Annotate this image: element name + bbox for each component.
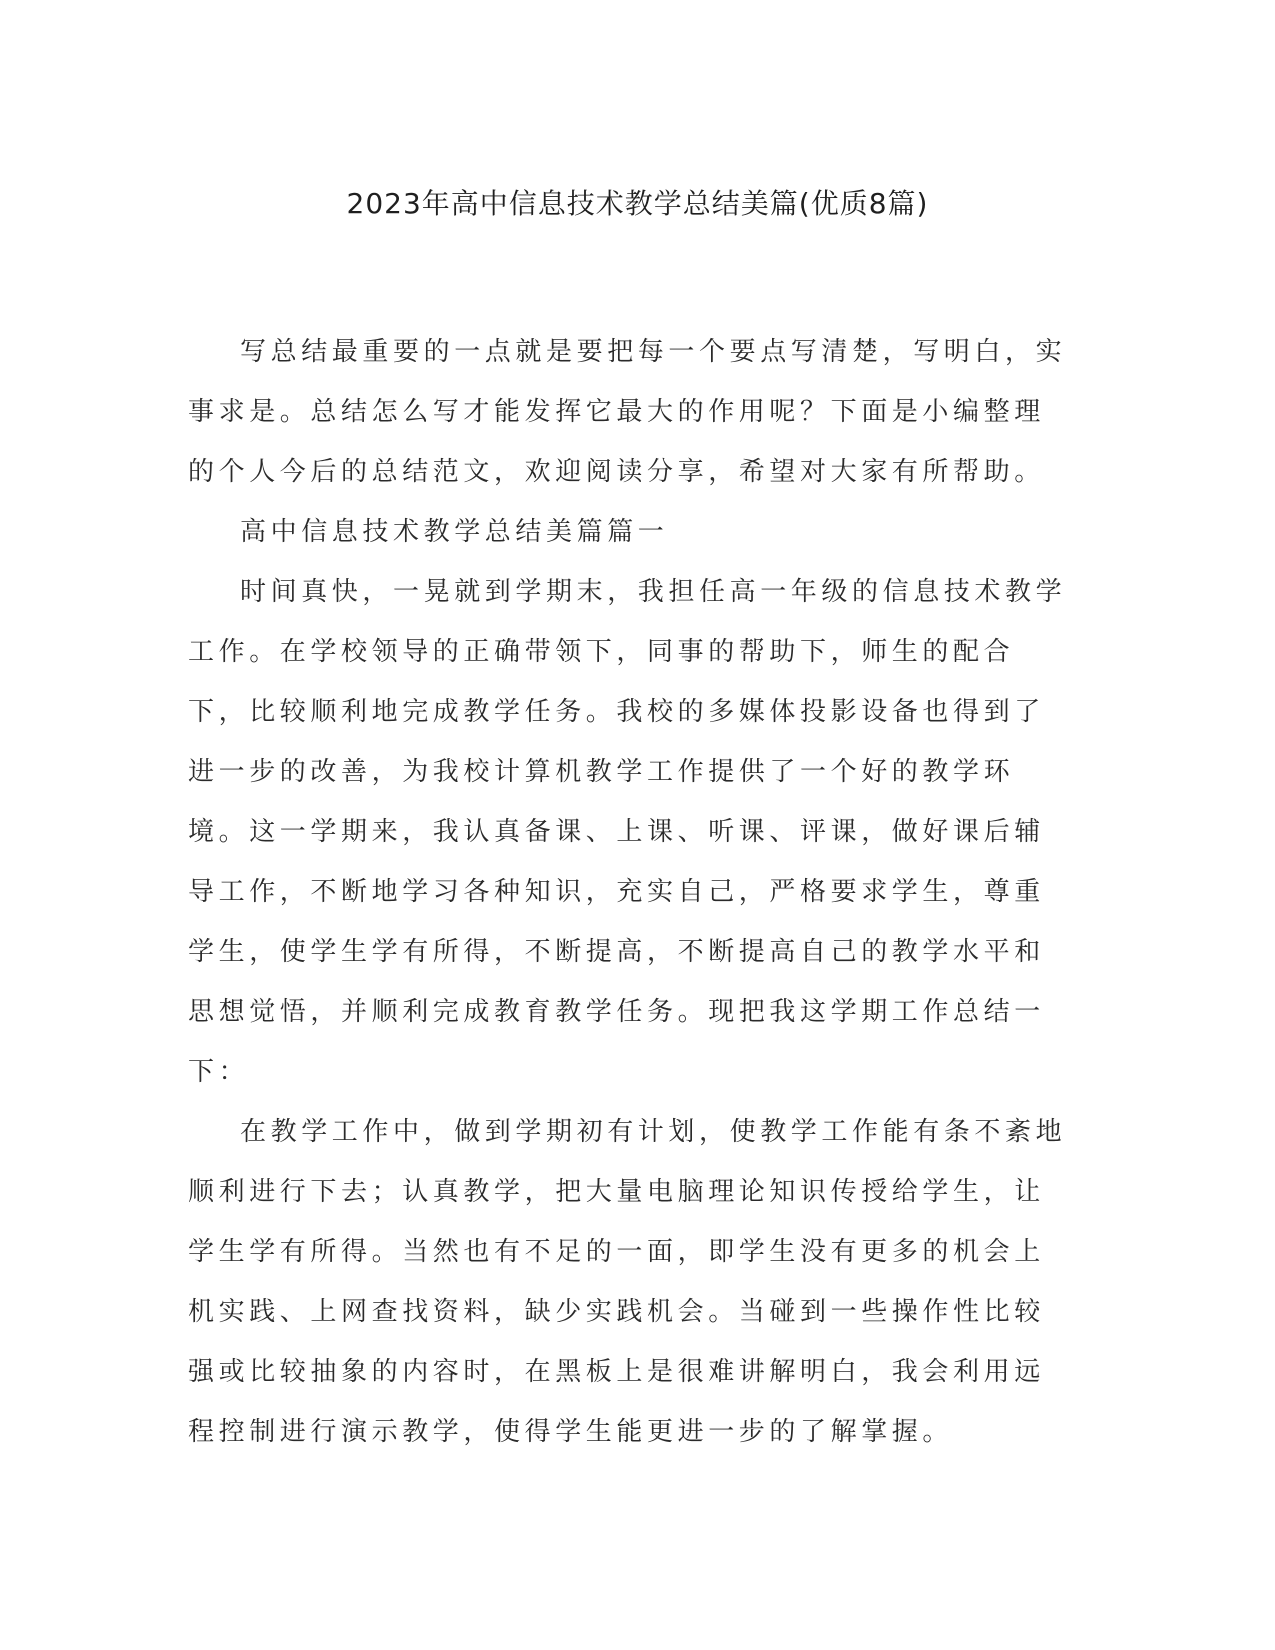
body-paragraph: 时间真快，一晃就到学期末，我担任高一年级的信息技术教学工作。在学校领导的正确带领下，同事的帮助下，师生的配合下，比较顺利地完成教学任务。我校的多媒体投影设备也得到了进一步的改善，为我校计算机教学工作提供了一个好的教学环境。这一学期来，我认真备课、上课、听课、评课，做好课后辅导工作，不断地学习各种知识，充实自己，严格要求学生，尊重学生，使学生学有所得，不断提高，不断提高自己的教学水平和思想觉悟，并顺利完成教育教学任务。现把我这学期工作总结一下： bbox=[188, 577, 1067, 1087]
document-title: 2023年高中信息技术教学总结美篇(优质8篇) bbox=[346, 187, 929, 220]
document-body bbox=[188, 322, 1068, 1462]
intro-paragraph: 写总结最重要的一点就是要把每一个要点写清楚，写明白，实事求是。总结怎么写才能发挥它最大的作用呢？下面是小编整理的个人今后的总结范文，欢迎阅读分享，希望对大家有所帮助。 bbox=[188, 337, 1067, 487]
section-heading: 高中信息技术教学总结美篇篇一 bbox=[240, 517, 669, 547]
body-paragraph: 在教学工作中，做到学期初有计划，使教学工作能有条不紊地顺利进行下去；认真教学，把大量电脑理论知识传授给学生，让学生学有所得。当然也有不足的一面，即学生没有更多的机会上机实践、上网查找资料，缺少实践机会。当碰到一些操作性比较强或比较抽象的内容时，在黑板上是很难讲解明白，我会利用远程控制进行演示教学，使得学生能更进一步的了解掌握。 bbox=[188, 1117, 1067, 1447]
